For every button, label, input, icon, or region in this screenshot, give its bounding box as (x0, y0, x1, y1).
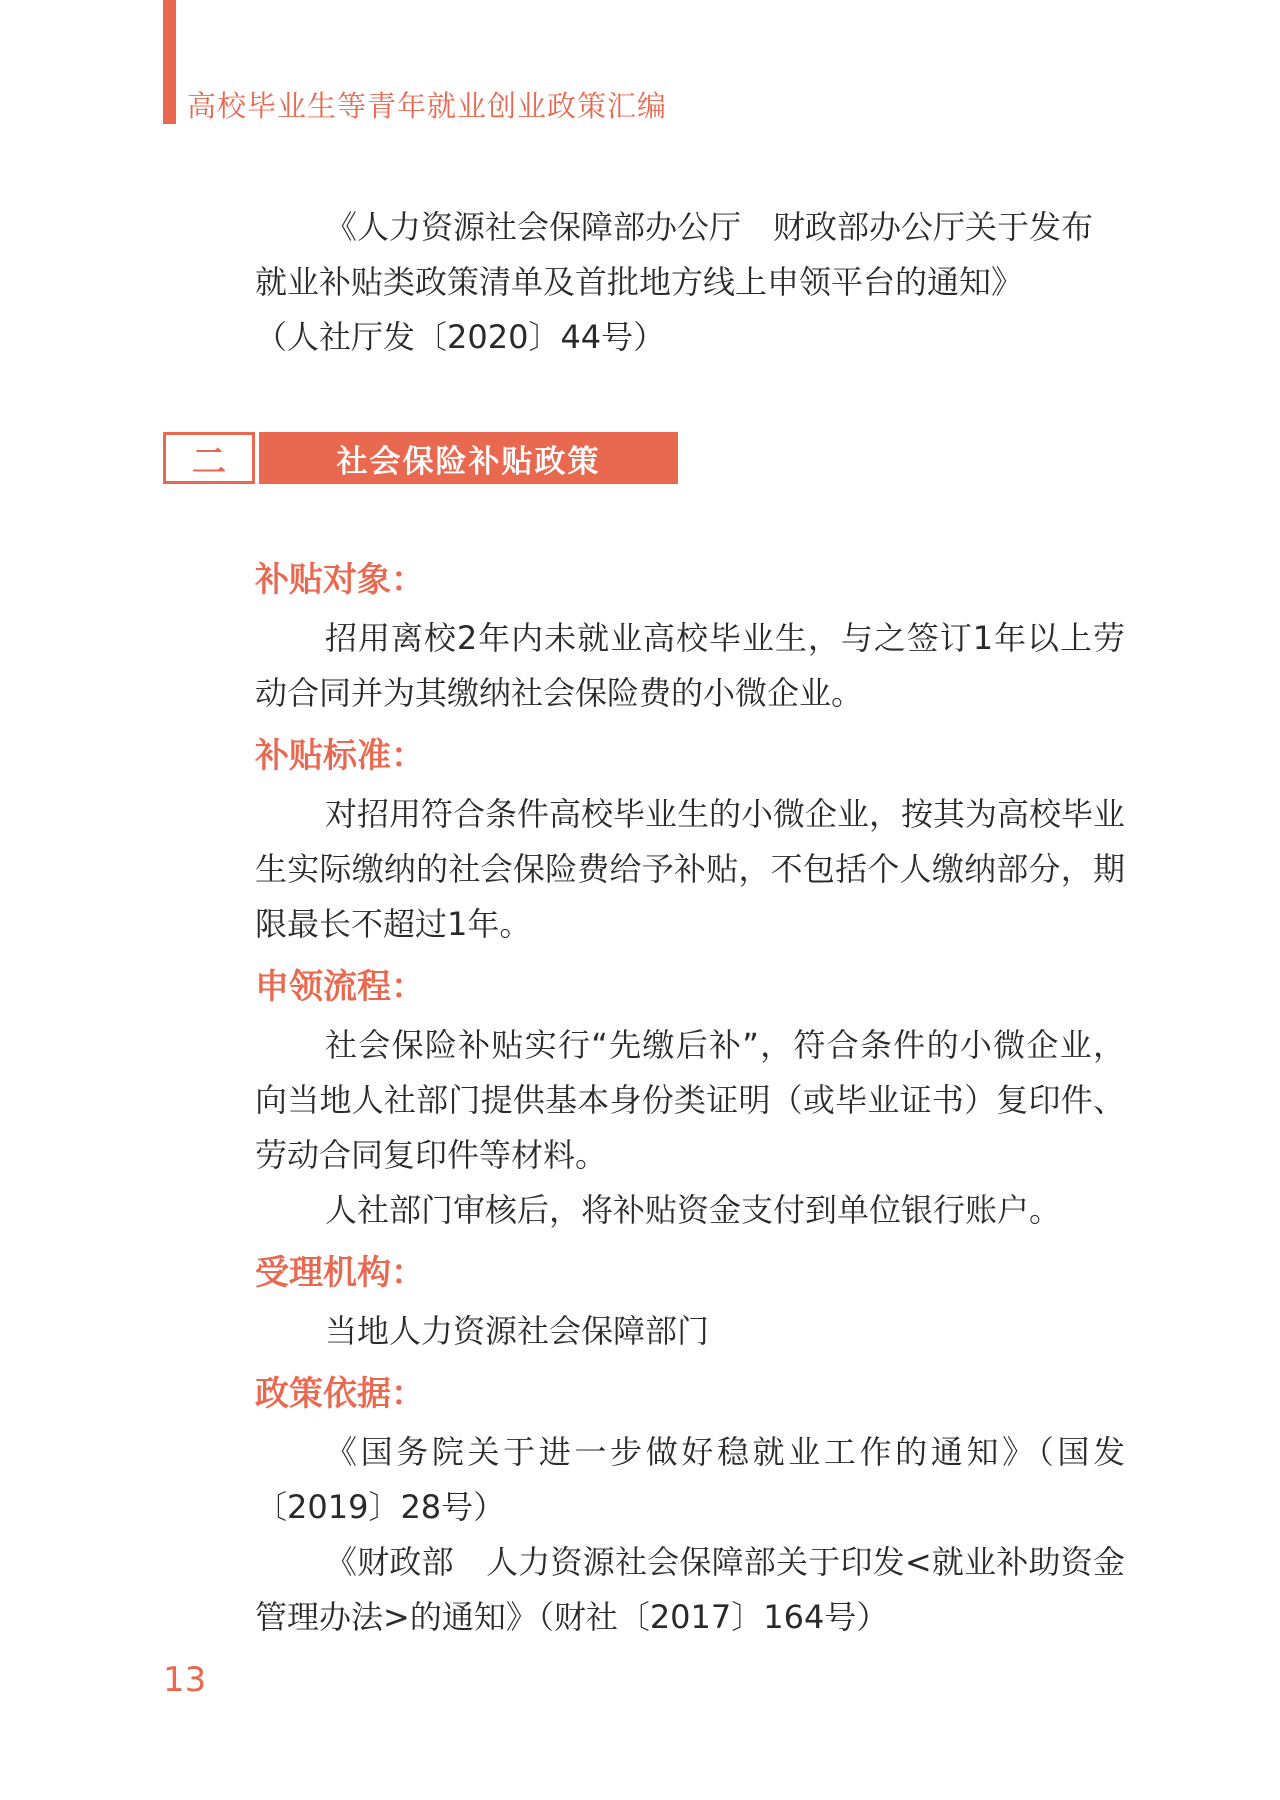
page-number: 13 (163, 1660, 207, 1700)
item-label: 政策依据： (255, 1374, 425, 1414)
item-application-process (255, 962, 1125, 1238)
section-title: 社会保险补贴政策 (259, 432, 678, 484)
section-number: 二 (163, 432, 255, 484)
item-label: 受理机构： (255, 1253, 425, 1293)
item-handling-agency (255, 1248, 1125, 1359)
intro-block (255, 200, 1125, 445)
item-label: 补贴对象： (255, 560, 425, 600)
policy-body (255, 545, 1125, 1645)
item-policy-basis (255, 1369, 1125, 1645)
item-paragraph: 《财政部 人力资源社会保障部关于印发<就业补助资金管理办法>的通知》（财社〔2017〕164号） (255, 1543, 1125, 1636)
header-accent-bar (163, 0, 176, 124)
item-label: 补贴标准： (255, 736, 425, 776)
item-paragraph: 当地人力资源社会保障部门 (325, 1312, 710, 1350)
intro-line: （人社厅发〔2020〕44号） (255, 318, 666, 356)
section-header (163, 432, 678, 484)
item-subsidy-target (255, 555, 1125, 721)
intro-line: 《人力资源社会保障部办公厅 财政部办公厅关于发布 (325, 208, 1094, 246)
item-paragraph: 对招用符合条件高校毕业生的小微企业，按其为高校毕业生实际缴纳的社会保险费给予补贴，不包括个人缴纳部分，期限最长不超过1年。 (255, 795, 1126, 943)
item-paragraph: 人社部门审核后，将补贴资金支付到单位银行账户。 (325, 1191, 1062, 1229)
intro-line: 就业补贴类政策清单及首批地方线上申领平台的通知》 (255, 263, 1024, 301)
running-header-title: 高校毕业生等青年就业创业政策汇编 (187, 89, 668, 123)
item-subsidy-standard (255, 731, 1125, 952)
item-label: 申领流程： (255, 967, 425, 1007)
item-paragraph: 招用离校2年内未就业高校毕业生，与之签订1年以上劳动合同并为其缴纳社会保险费的小微企业。 (255, 619, 1125, 712)
item-paragraph: 社会保险补贴实行“先缴后补”，符合条件的小微企业，向当地人社部门提供基本身份类证明（或毕业证书）复印件、劳动合同复印件等材料。 (255, 1026, 1125, 1174)
item-paragraph: 《国务院关于进一步做好稳就业工作的通知》（国发〔2019〕28号） (255, 1433, 1125, 1526)
